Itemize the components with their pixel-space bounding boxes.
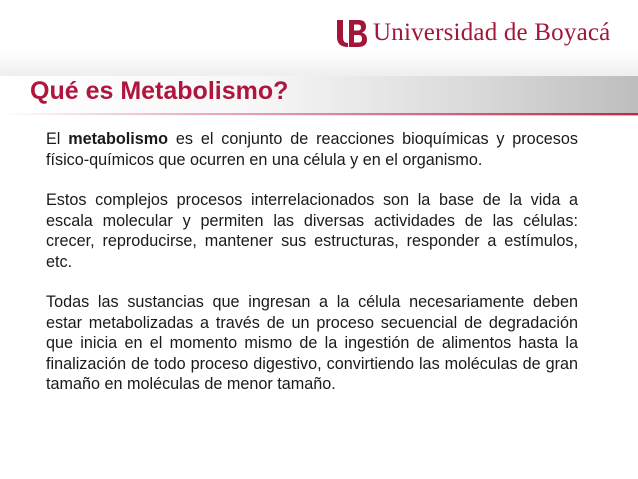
paragraph-definition	[46, 129, 578, 170]
paragraph-definition-prefix: El	[46, 130, 69, 148]
paragraph-definition-rest: es el conjunto de reacciones bioquímicas y procesos físico-químicos que ocurren en una célula y en el organismo.	[46, 130, 578, 169]
slide-body	[46, 129, 578, 395]
slide-title: Qué es Metabolismo?	[30, 77, 289, 105]
paragraph-processes: Estos complejos procesos interrelacionados son la base de la vida a escala molecular y permiten las diversas actividades de las células: crecer, reproducirse, mantener sus estructuras, responder a estímulos, etc.	[46, 191, 578, 271]
paragraph-substances: Todas las sustancias que ingresan a la célula necesariamente deben estar metabolizadas a través de un proceso secuencial de degradación que inicia en el momento mismo de la ingestión de alimentos hasta la finalización de todo proceso digestivo, convirtiendo las moléculas de gran tamaño en moléculas de menor tamaño.	[46, 293, 578, 393]
university-logo	[335, 13, 610, 53]
title-underline	[0, 113, 638, 115]
logo-text: Universidad de Boyacá	[373, 19, 611, 46]
ub-logo-icon	[335, 16, 369, 50]
keyword-metabolismo: metabolismo	[68, 130, 169, 148]
